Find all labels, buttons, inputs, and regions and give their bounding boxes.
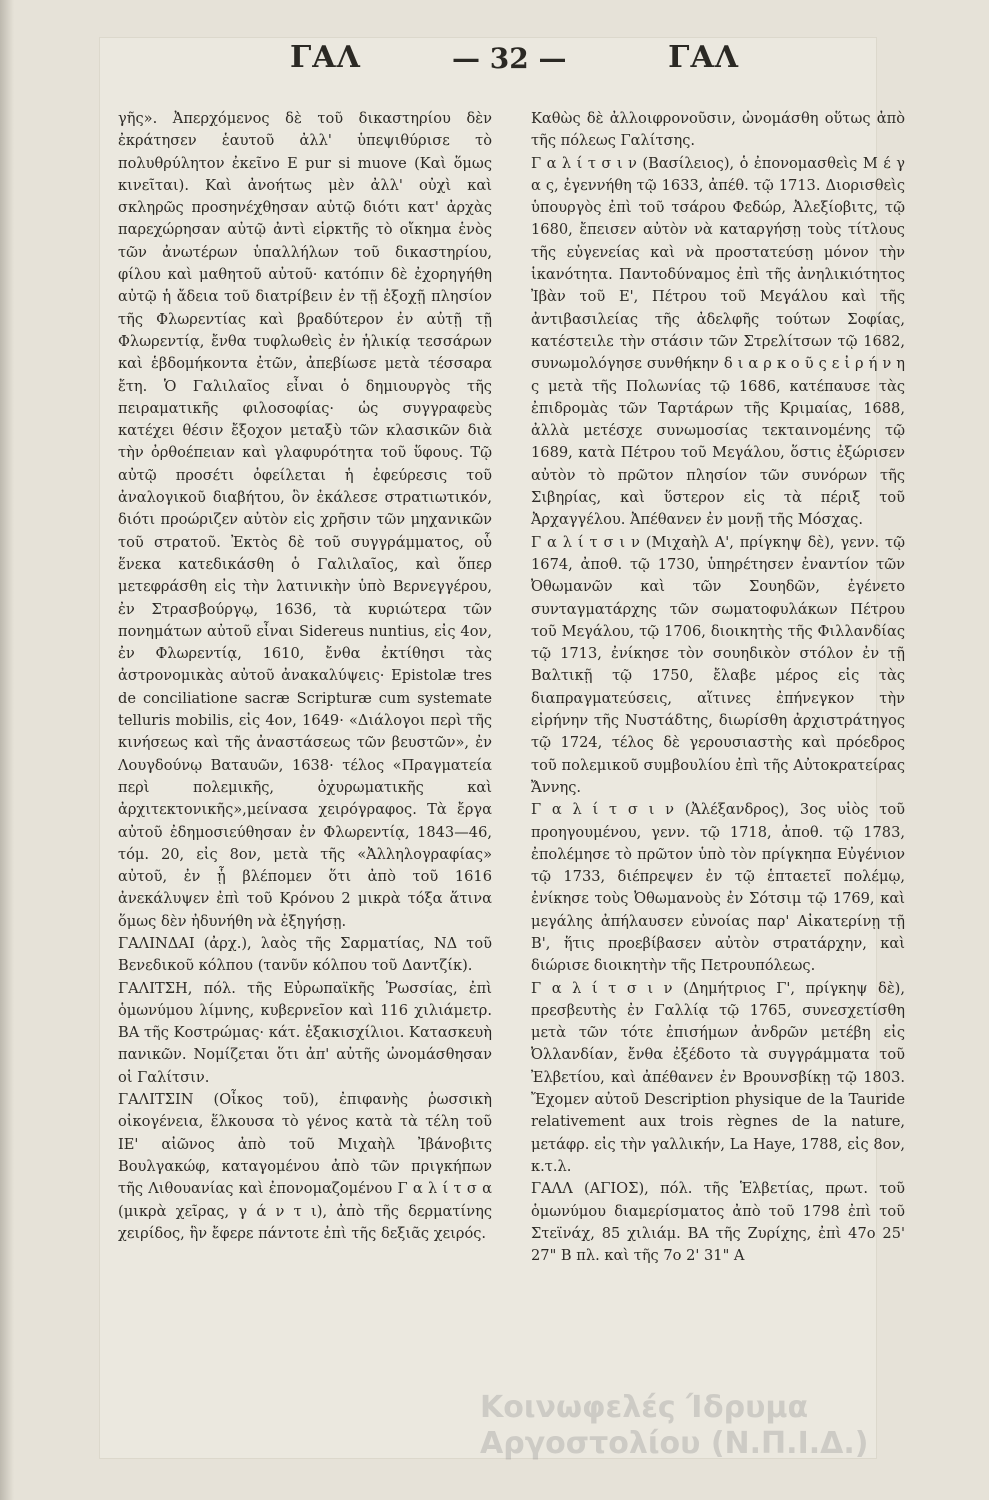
entry-galitsin-vasileios: Γ α λ ί τ σ ι ν (Βασίλειος), ὁ ἐπονομασθεὶς Μ έ γ α ς, ἐγεννήθη τῷ 1633, ἀπέθ. τῷ 1713. Διορισθεὶς ὑπουργὸς ἐπὶ τοῦ τσάρου Φεδώρ, Ἀλεξίοβιτς, τῷ 1680, ἔπεισεν αὐτὸν νὰ καταργήσῃ τοὺς τίτλους τῆς εὐγενείας καὶ νὰ προστατεύσῃ μόνον τὴν ἱκανότητα. Παντοδύναμος ἐπὶ τῆς ἀνηλικιότητος Ἰβὰν τοῦ Ε', Πέτρου τοῦ Μεγάλου καὶ τῆς ἀντιβασιλείας τῆς ἀδελφῆς τούτων Σοφίας, κατέστειλε τὴν στάσιν τῶν Στρελίτσων τῷ 1682, συνωμολόγησε συνθήκην δ ι α ρ κ ο ῦ ς ε ἰ ρ ή ν η ς μετὰ τῆς Πολωνίας τῷ 1686, κατέπαυσε τὰς ἐπιδρομὰς τῶν Ταρτάρων τῆς Κριμαίας, 1688, ἀλλὰ μετέσχε συνωμοσίας τεκταινομένης τῷ 1689, κατὰ Πέτρου τοῦ Μεγάλου, ὅστις ἐξώρισεν αὐτὸν τὸ πρῶτον πλησίον τῶν συνόρων τῆς Σιβηρίας, καὶ ὕστερον εἰς τὰ πέριξ τοῦ Ἀρχαγγέλου. Ἀπέθανεν ἐν μονῇ τῆς Μόσχας. bbox=[531, 154, 905, 529]
page-number: — 32 — bbox=[452, 42, 567, 75]
entry-galitsin-house-continued: Καθὼς δὲ ἀλλοιφρονοῦσιν, ὠνομάσθη οὕτως ἀπὸ τῆς πόλεως Γαλίτσης. bbox=[531, 110, 905, 150]
entry-galindai: ΓΑΛΙΝΔΑΙ (ἀρχ.), λαὸς τῆς Σαρματίας, ΝΔ τοῦ Βενεδικοῦ κόλπου (τανῦν κόλπου τοῦ Δαντζίκ). bbox=[118, 934, 492, 975]
header-left-term: ΓΑΛ bbox=[290, 40, 361, 75]
right-column bbox=[531, 108, 905, 1267]
header-right-term: ΓΑΛ bbox=[668, 40, 739, 75]
entry-galitsin-alexandros: Γ α λ ί τ σ ι ν (Ἀλέξανδρος), 3ος υἱὸς τοῦ προηγουμένου, γενν. τῷ 1718, ἀποθ. τῷ 1783, ἐπολέμησε τὸ πρῶτον ὑπὸ τὸν πρίγκηπα Εὐγένιον τῷ 1733, διέπρεψεν ἐν τῷ ἑπταετεῖ πολέμῳ, ἐνίκησε τοὺς Ὀθωμανοὺς ἐν Σότσιμ τῷ 1769, καὶ μεγάλης ἀπήλαυσεν εὐνοίας παρ' Αἰκατερίνῃ τῇ Β', ἥτις προεβίβασεν αὐτὸν στρατάρχην, καὶ διώρισε διοικητὴν τῆς Πετρουπόλεως. bbox=[531, 801, 905, 975]
page-content bbox=[100, 38, 905, 1458]
entry-galitsin-michail: Γ α λ ί τ σ ι ν (Μιχαὴλ Α', πρίγκηψ δὲ), γενν. τῷ 1674, ἀποθ. τῷ 1730, ὑπηρέτησεν ἐναντίον τῶν Ὀθωμανῶν καὶ τῶν Σουηδῶν, ἐγένετο συνταγματάρχης τῶν σωματοφυλάκων Πέτρου τοῦ Μεγάλου, τῷ 1706, διοικητὴς τῆς Φιλλανδίας τῷ 1713, ἐνίκησε τὸν σουηδικὸν στόλον ἐν τῇ Βαλτικῇ τῷ 1750, ἔλαβε μέρος εἰς τὰς διαπραγματεύσεις, αἵτινες ἐπήνεγκον τὴν εἰρήνην τῆς Νυστάδτης, διωρίσθη ἀρχιστράτηγος τῷ 1724, τέλος δὲ γερουσιαστὴς καὶ πρόεδρος τοῦ πολεμικοῦ συμβουλίου ἐπὶ τῆς Αὐτοκρατείρας Ἄννης. bbox=[531, 533, 905, 796]
page-header bbox=[100, 38, 876, 88]
entry-galileo-continued: γῆς». Ἀπερχόμενος δὲ τοῦ δικαστηρίου δὲν ἐκράτησεν ἑαυτοῦ ἀλλ' ὑπεψιθύρισε τὸ πολυθρύλητον ἐκεῖνο E pur si muove (Καὶ ὅμως κινεῖται). Καὶ ἀνοήτως μὲν ἀλλ' οὐχὶ καὶ σκληρῶς προσηνέχθησαν αὐτῷ διότι κατ' ἀρχὰς παρεχώρησαν αὐτῷ ἀντὶ εἱρκτῆς τὸ οἴκημα ἑνὸς τῶν ἀνωτέρων ὑπαλλήλων τοῦ δικαστηρίου, φίλου καὶ μαθητοῦ αὐτοῦ· κατόπιν δὲ ἐχορηγήθη αὐτῷ ἡ ἄδεια τοῦ διατρίβειν ἐν τῇ ἐξοχῇ πλησίον τῆς Φλωρεντίας καὶ βραδύτερον ἐν αὐτῇ τῇ Φλωρεντίᾳ, ἔνθα τυφλωθεὶς ἐν ἡλικίᾳ τεσσάρων καὶ ἑβδομήκοντα ἐτῶν, ἀπεβίωσε μετὰ τέσσαρα ἔτη. Ὁ Γαλιλαῖος εἶναι ὁ δημιουργὸς τῆς πειραματικῆς φιλοσοφίας· ὡς συγγραφεὺς κατέχει θέσιν ἔξοχον μεταξὺ τῶν κλασικῶν διὰ τὴν ὀρθοέπειαν καὶ γλαφυρότητα τοῦ ὕφους. Τῷ αὐτῷ προσέτι ὀφείλεται ἡ ἐφεύρεσις τοῦ ἀναλογικοῦ διαβήτου, ὃν ἐκάλεσε στρατιωτικόν, διότι προώριζεν αὐτὸν εἰς χρῆσιν τῶν μηχανικῶν τοῦ στρατοῦ. Ἐκτὸς δὲ τοῦ συγγράμματος, οὗ ἕνεκα κατεδικάσθη ὁ Γαλιλαῖος, καὶ ὅπερ μετεφράσθη εἰς τὴν λατινικὴν ὑπὸ Βερνεγγέρου, ἐν Στρασβούργῳ, 1636, τὰ κυριώτερα τῶν πονημάτων αὐτοῦ εἶναι Sidereus nuntius, εἰς 4ον, ἐν Φλωρεντίᾳ, 1610, ἔνθα ἐκτίθησι τὰς ἀστρονομικὰς αὐτοῦ ἀνακαλύψεις· Epistolæ tres de conciliatione sacræ Scripturæ cum systemate telluris mobilis, εἰς 4ον, 1649· «Διάλογοι περὶ τῆς κινήσεως καὶ τῆς ἀναστάσεως τῶν βευστῶν», ἐν Λουγδούνῳ Βαταυῶν, 1638· τέλος «Πραγματεία περὶ πολεμικῆς, ὀχυρωματικῆς καὶ ἀρχιτεκτονικῆς»,μείνασα χειρόγραφος. Τὰ ἔργα αὐτοῦ ἐδημοσιεύθησαν ἐν Φλωρεντίᾳ, 1843—46, τόμ. 20, εἰς 8ον, μετὰ τῆς «Ἀλληλογραφίας» αὐτοῦ, ἐν ᾗ βλέπομεν ὅτι ἀπὸ τοῦ 1616 ἀνεκάλυψεν ἐπὶ τοῦ Κρόνου 2 μικρὰ τόξα ἅτινα ὅμως δὲν ἠδυνήθη νὰ ἐξηγήσῃ. bbox=[118, 110, 492, 930]
left-column bbox=[118, 108, 492, 1245]
page-spine-shadow bbox=[0, 0, 14, 1500]
entry-gall-agios: ΓΑΛΛ (ΑΓΙΟΣ), πόλ. τῆς Ἑλβετίας, πρωτ. τοῦ ὁμωνύμου διαμερίσματος ἀπὸ τοῦ 1798 ἐπὶ τοῦ Στεϊνάχ, 85 χιλιάμ. ΒΑ τῆς Ζυρίχης, ἐπὶ 47ο 25' 27" Β πλ. καὶ τῆς 7ο 2' 31" Α bbox=[531, 1180, 905, 1265]
library-watermark: Κοινωφελές Ίδρυμα Αργοστολίου (Ν.Π.Ι.Δ.) bbox=[480, 1390, 869, 1461]
entry-galitsin-house: ΓΑΛΙΤΣΙΝ (Οἶκος τοῦ), ἐπιφανὴς ῥωσσικὴ οἰκογένεια, ἕλκουσα τὸ γένος κατὰ τὰ τέλη τοῦ ΙΕ' αἰῶνος ἀπὸ τοῦ Μιχαὴλ Ἰβάνοβιτς Βουλγακώφ, καταγομένου ἀπὸ τῶν πριγκήπων τῆς Λιθουανίας καὶ ἐπονομαζομένου Γ α λ ί τ σ α (μικρὰ χεῖρας, γ ά ν τ ι), ἀπὸ τῆς δερματίνης χειρίδος, ἣν ἔφερε πάντοτε ἐπὶ τῆς δεξιᾶς χειρός. bbox=[118, 1091, 492, 1242]
entry-galitsi: ΓΑΛΙΤΣΗ, πόλ. τῆς Εὐρωπαϊκῆς Ῥωσσίας, ἐπὶ ὁμωνύμου λίμνης, κυβερνεῖον καὶ 116 χιλιάμετρ. ΒΑ τῆς Κοστρώμας· κάτ. ἑξακισχίλιοι. Κατασκευὴ πανικῶν. Νομίζεται ὅτι ἀπ' αὐτῆς ὠνομάσθησαν οἱ Γαλίτσιν. bbox=[118, 979, 492, 1086]
entry-galitsin-dimitrios: Γ α λ ί τ σ ι ν (Δημήτριος Γ', πρίγκηψ δὲ), πρεσβευτὴς ἐν Γαλλίᾳ τῷ 1765, συνεσχετίσθη μετὰ τῶν τότε ἐπισήμων ἀνδρῶν μετέβη εἰς Ὀλλανδίαν, ἔνθα ἐξέδοτο τὰ συγγράμματα τοῦ Ἐλβετίου, καὶ ἀπέθανεν ἐν Βρουνσβίκῃ τῷ 1803. Ἔχομεν αὐτοῦ Description physique de la Tauride relativement aux trois règnes de la nature, μετάφρ. εἰς τὴν γαλλικήν, La Haye, 1788, εἰς 8ον, κ.τ.λ. bbox=[531, 979, 905, 1175]
